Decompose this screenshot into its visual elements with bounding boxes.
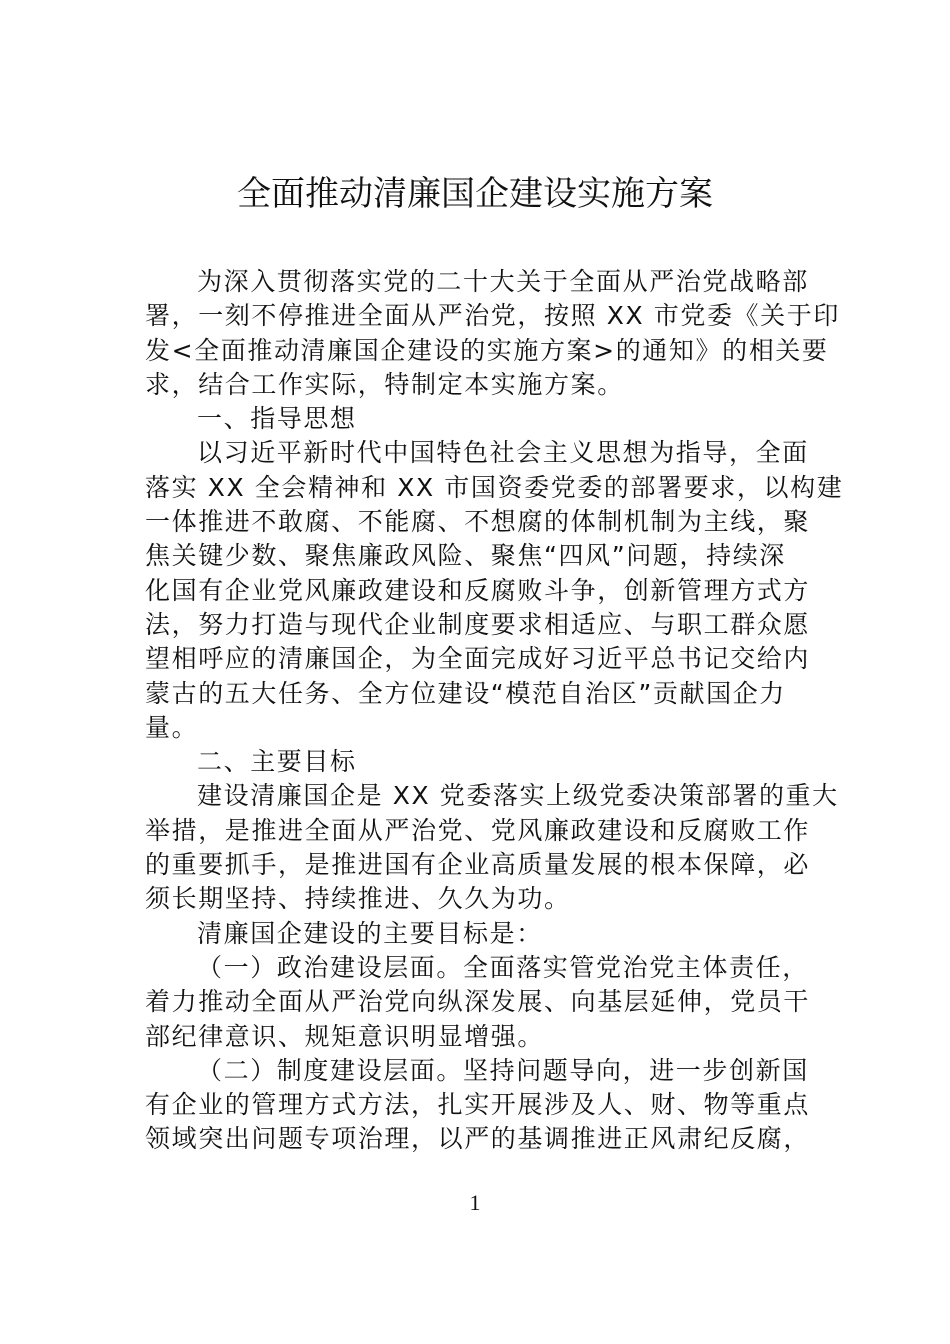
body-line: 落实 XX 全会精神和 XX 市国资委党委的部署要求，以构建: [145, 472, 844, 502]
section-heading-main-goals: 二、主要目标: [197, 747, 357, 777]
body-line: 须长期坚持、持续推进、久久为功。: [145, 884, 571, 914]
body-line: 蒙古的五大任务、全方位建设“模范自治区”贡献国企力: [145, 678, 786, 708]
subsection-institutional: （二）制度建设层面。坚持问题导向，进一步创新国: [197, 1055, 809, 1085]
document-body: [145, 265, 844, 1157]
body-line: 焦关键少数、聚焦廉政风险、聚焦“四风”问题，持续深: [145, 541, 786, 571]
body-line: 着力推动全面从严治党向纵深发展、向基层延伸，党员干: [145, 987, 811, 1017]
document-title: 全面推动清廉国企建设实施方案: [237, 174, 713, 214]
body-line: 望相呼应的清廉国企，为全面完成好习近平总书记交给内: [145, 644, 811, 674]
body-line: 以习近平新时代中国特色社会主义思想为指导，全面: [197, 438, 809, 468]
body-line: 一体推进不敢腐、不能腐、不想腐的体制机制为主线，聚: [145, 507, 811, 537]
body-line: 举措，是推进全面从严治党、党风廉政建设和反腐败工作: [145, 815, 811, 845]
body-line: 量。: [145, 712, 199, 742]
body-line: 清廉国企建设的主要目标是：: [197, 918, 543, 948]
body-line: 法，努力打造与现代企业制度要求相适应、与职工群众愿: [145, 609, 811, 639]
body-line: 署，一刻不停推进全面从严治党，按照 XX 市党委《关于印: [145, 301, 840, 331]
body-line: 建设清廉国企是 XX 党委落实上级党委决策部署的重大: [197, 781, 839, 811]
page-number: 1: [469, 1190, 481, 1215]
body-line: 领域突出问题专项治理，以严的基调推进正风肃纪反腐，: [145, 1124, 811, 1154]
body-line: 发<全面推动清廉国企建设的实施方案>的通知》的相关要: [145, 335, 829, 365]
body-line: 有企业的管理方式方法，扎实开展涉及人、财、物等重点: [145, 1090, 811, 1120]
body-line: 为深入贯彻落实党的二十大关于全面从严治党战略部: [197, 267, 809, 296]
body-line: 化国有企业党风廉政建设和反腐败斗争，创新管理方式方: [145, 575, 811, 605]
body-line: 的重要抓手，是推进国有企业高质量发展的根本保障，必: [145, 850, 811, 880]
body-line: 求，结合工作实际，特制定本实施方案。: [145, 369, 624, 399]
section-heading-guiding-ideology: 一、指导思想: [197, 404, 357, 434]
subsection-political: （一）政治建设层面。全面落实管党治党主体责任，: [197, 952, 809, 982]
body-line: 部纪律意识、规矩意识明显增强。: [145, 1021, 545, 1051]
